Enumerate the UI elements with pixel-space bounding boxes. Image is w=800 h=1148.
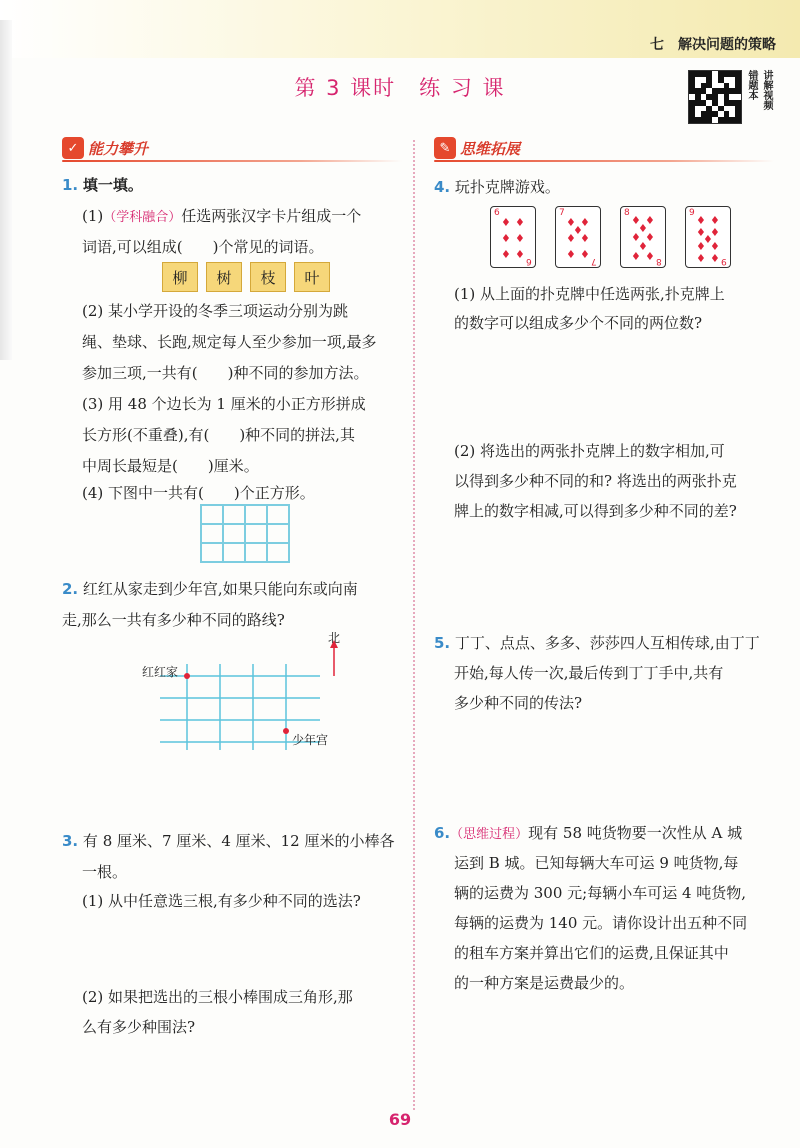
qr-label: [745, 70, 775, 122]
poker-card: [620, 206, 666, 268]
q4-p1-line1: (1) 从上面的扑克牌中任选两张,扑克牌上: [454, 285, 725, 303]
diamond-icon: ♦: [645, 214, 655, 227]
hanzi-card: 柳: [162, 262, 198, 292]
diamond-icon: ♦: [580, 216, 590, 229]
square-grid-figure: [200, 504, 290, 563]
q4-p2-line2: 以得到多少种不同的和? 将选出的两张扑克: [454, 472, 737, 490]
diamond-icon: ♦: [710, 214, 720, 227]
q1-number: 1.: [62, 176, 79, 194]
q6-line4: 每辆的运费为 140 元。请你设计出五种不同: [454, 914, 748, 932]
thinking-icon: ✎: [434, 137, 456, 159]
q6-line3: 辆的运费为 300 元;每辆小车可运 4 吨货物,: [454, 884, 747, 902]
diamond-icon: ♦: [696, 252, 706, 265]
palace-point: [283, 728, 289, 734]
card-rank-bottom: 8: [656, 256, 662, 266]
poker-card: [685, 206, 731, 268]
q2-text: 红红从家走到少年宫,如果只能向东或向南: [82, 580, 358, 598]
q1-p4-line: (4) 下图中一共有( )个正方形。: [82, 484, 315, 502]
diamond-icon: ♦: [710, 252, 720, 265]
diamond-icon: ♦: [515, 248, 525, 261]
section-header-thinking: [434, 134, 774, 162]
poker-card: [490, 206, 536, 268]
q1-title-line: [62, 170, 143, 201]
q1-p1-text: 任选两张汉字卡片组成一个: [181, 207, 362, 225]
card-rank: 9: [689, 208, 695, 218]
card-rank-bottom: 6: [526, 256, 532, 266]
diamond-icon: ♦: [631, 250, 641, 263]
hanzi-card: 树: [206, 262, 242, 292]
section-underline: [62, 160, 402, 162]
qr-code-icon[interactable]: [688, 70, 742, 124]
diamond-icon: ♦: [566, 216, 576, 229]
chapter-title: 七 解决问题的策略: [650, 37, 776, 53]
section-title: 思维拓展: [460, 139, 521, 158]
qr-label-errors: 错题本: [746, 70, 757, 100]
q3-p2-line2: 么有多少种围法?: [82, 1018, 196, 1036]
q5-line3: 多少种不同的传法?: [454, 694, 583, 712]
hanzi-card: 叶: [294, 262, 330, 292]
column-divider: [413, 140, 415, 1110]
diamond-icon: ♦: [710, 240, 720, 253]
q1-p1-line1: [82, 201, 361, 233]
ability-icon: ✓: [62, 137, 84, 159]
poker-cards: [490, 206, 731, 268]
card-rank: 6: [494, 208, 500, 218]
q6-text: 现有 58 吨货物要一次性从 A 城: [528, 824, 743, 842]
diamond-icon: ♦: [515, 216, 525, 229]
q5-text: 丁丁、点点、多多、莎莎四人互相传球,由丁丁: [454, 634, 760, 652]
diamond-icon: ♦: [631, 214, 641, 227]
home-label: 红红家: [142, 665, 179, 679]
q3-p1: (1) 从中任意选三根,有多少种不同的选法?: [82, 892, 361, 910]
thinking-tag: （思维过程）: [450, 827, 529, 842]
q1-p1-line2: 词语,可以组成( )个常见的词语。: [82, 238, 324, 256]
home-point: [184, 673, 190, 679]
north-label: 北: [328, 632, 341, 645]
q3-text: 有 8 厘米、7 厘米、4 厘米、12 厘米的小棒各: [82, 832, 395, 850]
diamond-icon: ♦: [638, 222, 648, 235]
diamond-icon: ♦: [696, 226, 706, 239]
q2-number: 2.: [62, 580, 79, 598]
page-spine-shadow: [0, 20, 12, 360]
q3-line1: [62, 826, 394, 857]
q4-title-line: [434, 172, 560, 203]
diamond-icon: ♦: [696, 214, 706, 227]
q4-p1-line2: 的数字可以组成多少个不同的两位数?: [454, 314, 703, 332]
diamond-icon: ♦: [580, 232, 590, 245]
diamond-icon: ♦: [703, 233, 713, 246]
q1-title: 填一填。: [82, 176, 143, 194]
lesson-title: 第 3 课时 练 习 课: [294, 76, 506, 100]
q2-line1: [62, 574, 358, 605]
section-header-ability: [62, 134, 402, 162]
route-map: [130, 632, 370, 762]
diamond-icon: ♦: [631, 231, 641, 244]
q6-line5: 的租车方案并算出它们的运费,且保证其中: [454, 944, 729, 962]
diamond-icon: ♦: [501, 216, 511, 229]
q6-line1: [434, 818, 742, 850]
subject-tag: （学科融合）: [103, 210, 182, 225]
q6-number: 6.: [434, 824, 451, 842]
q1-p2-line3: 参加三项,一共有( )种不同的参加方法。: [82, 364, 369, 382]
q1-p3-line1: (3) 用 48 个边长为 1 厘米的小正方形拼成: [82, 395, 366, 413]
q4-p2-line1: (2) 将选出的两张扑克牌上的数字相加,可: [454, 442, 725, 460]
diamond-icon: ♦: [566, 232, 576, 245]
qr-label-video: 讲解视频: [761, 70, 772, 110]
diamond-icon: ♦: [645, 250, 655, 263]
section-title: 能力攀升: [88, 139, 149, 158]
q5-number: 5.: [434, 634, 451, 652]
q4-title: 玩扑克牌游戏。: [454, 178, 560, 196]
palace-label: 少年宫: [292, 733, 329, 747]
q5-line2: 开始,每人传一次,最后传到丁丁手中,共有: [454, 664, 724, 682]
q2-line2: 走,那么一共有多少种不同的路线?: [62, 611, 285, 629]
diamond-icon: ♦: [573, 224, 583, 237]
q1-p1-label: (1): [82, 207, 104, 225]
q1-p2-line1: (2) 某小学开设的冬季三项运动分别为跳: [82, 302, 349, 320]
q3-p2-line1: (2) 如果把选出的三根小棒围成三角形,那: [82, 988, 353, 1006]
q4-p2-line3: 牌上的数字相减,可以得到多少种不同的差?: [454, 502, 737, 520]
q3-line2: 一根。: [82, 863, 128, 881]
q6-line6: 的一种方案是运费最少的。: [454, 974, 635, 992]
diamond-icon: ♦: [696, 240, 706, 253]
card-rank: 7: [559, 208, 565, 218]
diamond-icon: ♦: [645, 231, 655, 244]
diamond-icon: ♦: [501, 232, 511, 245]
q4-number: 4.: [434, 178, 451, 196]
q5-line1: [434, 628, 760, 659]
page-number: 69: [388, 1110, 412, 1129]
q6-line2: 运到 B 城。已知每辆大车可运 9 吨货物,每: [454, 854, 739, 872]
diamond-icon: ♦: [566, 248, 576, 261]
poker-card: [555, 206, 601, 268]
section-underline: [434, 160, 774, 162]
card-rank-bottom: 7: [591, 256, 597, 266]
diamond-icon: ♦: [710, 226, 720, 239]
diamond-icon: ♦: [501, 248, 511, 261]
card-rank: 8: [624, 208, 630, 218]
card-rank-bottom: 9: [721, 256, 727, 266]
q3-number: 3.: [62, 832, 79, 850]
q1-p2-line2: 绳、垫球、长跑,规定每人至少参加一项,最多: [82, 333, 377, 351]
diamond-icon: ♦: [638, 240, 648, 253]
q1-p3-line3: 中周长最短是( )厘米。: [82, 457, 259, 475]
hanzi-card: 枝: [250, 262, 286, 292]
diamond-icon: ♦: [515, 232, 525, 245]
hanzi-cards: [162, 262, 330, 292]
q1-p3-line2: 长方形(不重叠),有( )种不同的拼法,其: [82, 426, 355, 444]
diamond-icon: ♦: [580, 248, 590, 261]
